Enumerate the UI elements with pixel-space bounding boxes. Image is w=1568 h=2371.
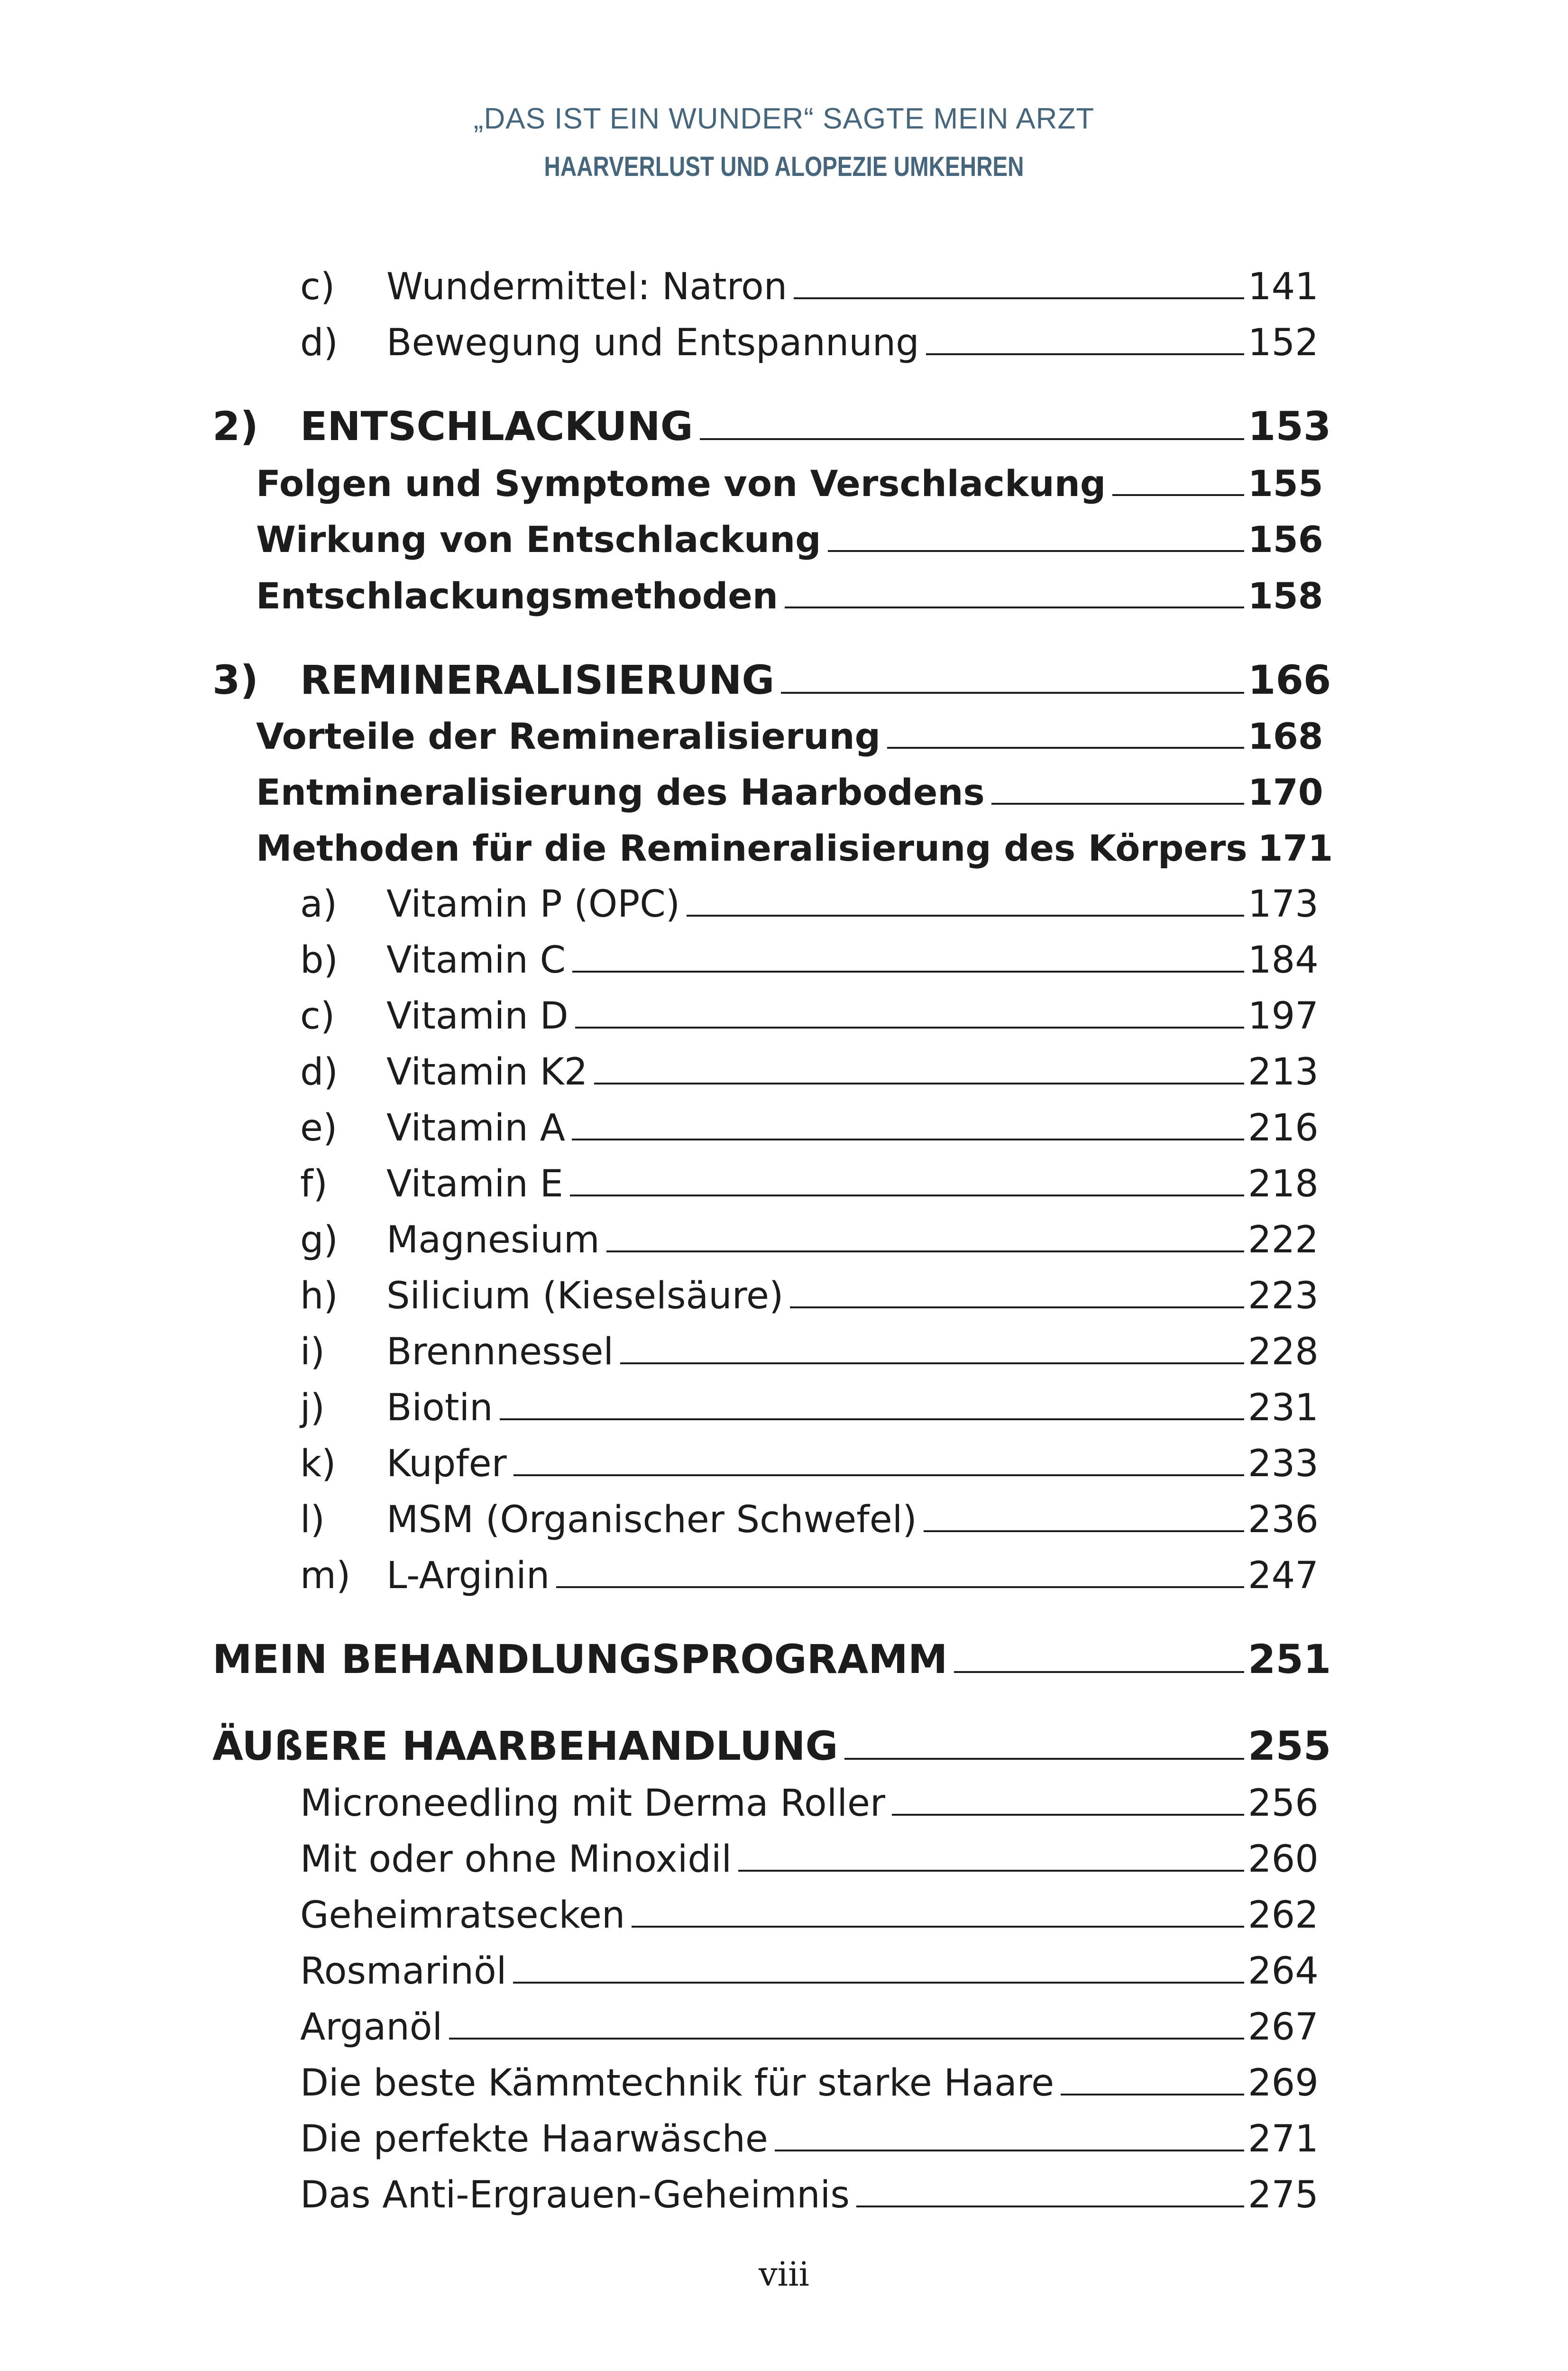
toc-leader-line — [991, 798, 1244, 805]
toc-entry-title: Vitamin P (OPC) — [386, 883, 680, 926]
toc-leader-line — [513, 1977, 1244, 1984]
toc-entry-marker: k) — [300, 1443, 336, 1485]
toc-page-number: 155 — [1248, 462, 1323, 505]
toc-entry-title: Entschlackungsmethoden — [256, 575, 778, 617]
toc-entry — [0, 1443, 1568, 1490]
toc-page-number: 256 — [1248, 1782, 1319, 1825]
toc-entry-title: Folgen und Symptome von Verschlackung — [256, 462, 1106, 505]
toc-entry — [0, 657, 1568, 704]
toc-leader-line — [794, 293, 1244, 299]
toc-entry-marker: i) — [300, 1331, 325, 1373]
toc-entry-title: Geheimratsecken — [300, 1894, 625, 1937]
toc-page-number: 152 — [1248, 322, 1319, 364]
toc-leader-line — [1061, 2089, 1244, 2095]
toc-entry — [0, 403, 1568, 450]
toc-entry — [0, 827, 1568, 874]
toc-leader-line — [500, 1414, 1244, 1420]
toc-entry-title: REMINERALISIERUNG — [300, 657, 775, 703]
toc-entry — [0, 266, 1568, 313]
toc-page-number: 156 — [1248, 518, 1323, 561]
toc-entry-title: Die beste Kämmtechnik für starke Haare — [300, 2062, 1055, 2104]
toc-page-number: 153 — [1248, 403, 1331, 450]
toc-entry-title: Silicium (Kieselsäure) — [386, 1275, 784, 1317]
toc-page-number: 141 — [1248, 266, 1319, 308]
toc-entry-title: L-Arginin — [386, 1554, 550, 1597]
toc-entry-marker: d) — [300, 322, 338, 364]
toc-leader-line — [606, 1246, 1244, 1252]
toc-leader-line — [926, 349, 1244, 355]
toc-entry — [0, 1163, 1568, 1210]
toc-entry — [0, 1554, 1568, 1602]
toc-page-number: 158 — [1248, 575, 1323, 617]
toc-entry-title: Vitamin A — [386, 1107, 565, 1149]
toc-leader-line — [572, 966, 1244, 973]
toc-entry-marker: h) — [300, 1275, 338, 1317]
toc-entry-marker: j) — [300, 1387, 325, 1429]
toc-entry — [0, 771, 1568, 818]
toc-section-number: 2) — [212, 403, 258, 450]
toc-page-number: 267 — [1248, 2006, 1319, 2049]
toc-entry-marker: c) — [300, 266, 335, 308]
toc-entry-title: Wundermittel: Natron — [386, 266, 788, 308]
toc-entry — [0, 462, 1568, 510]
toc-entry-title: Das Anti-Ergrauen-Geheimnis — [300, 2174, 850, 2216]
toc-entry — [0, 1387, 1568, 1434]
toc-leader-line — [513, 1470, 1244, 1476]
toc-leader-line — [570, 1190, 1244, 1196]
toc-entry — [0, 1636, 1568, 1683]
toc-entry — [0, 995, 1568, 1042]
toc-entry-marker: g) — [300, 1219, 338, 1261]
toc-entry — [0, 1838, 1568, 1885]
toc-page-number: 171 — [1257, 827, 1333, 869]
toc-page-number: 213 — [1248, 1051, 1319, 1094]
toc-entry-title: ÄUßERE HAARBEHANDLUNG — [212, 1723, 838, 1769]
toc-entry-title: Vitamin C — [386, 939, 566, 982]
toc-entry — [0, 1894, 1568, 1941]
toc-entry-marker: c) — [300, 995, 335, 1038]
toc-page-number: 173 — [1248, 883, 1319, 926]
toc-leader-line — [785, 602, 1244, 608]
toc-page-number: 197 — [1248, 995, 1319, 1038]
toc-page-number: 216 — [1248, 1107, 1319, 1149]
toc-page-number: 275 — [1248, 2174, 1319, 2216]
toc-entry-marker: f) — [300, 1163, 328, 1205]
toc-entry-title: ENTSCHLACKUNG — [300, 403, 693, 450]
toc-entry — [0, 575, 1568, 622]
toc-page-number: 184 — [1248, 939, 1319, 982]
toc-leader-line — [828, 545, 1244, 552]
toc-page-number: 269 — [1248, 2062, 1319, 2104]
toc-page-number: 262 — [1248, 1894, 1319, 1937]
toc-entry-title: MEIN BEHANDLUNGSPROGRAMM — [212, 1636, 948, 1682]
toc-entry — [0, 715, 1568, 763]
toc-entry — [0, 1723, 1568, 1770]
toc-page-number: 264 — [1248, 1950, 1319, 1993]
toc-section-number: 3) — [212, 657, 258, 703]
toc-entry-marker: m) — [300, 1554, 351, 1597]
toc-leader-line — [887, 742, 1244, 749]
toc-entry — [0, 2174, 1568, 2221]
toc-entry-marker: d) — [300, 1051, 338, 1094]
toc-page-number: 166 — [1248, 657, 1331, 703]
toc-entry — [0, 1331, 1568, 1378]
toc-leader-line — [620, 1358, 1244, 1364]
toc-entry-title: Brennnessel — [386, 1331, 614, 1373]
toc-entry-title: Kupfer — [386, 1443, 507, 1485]
toc-entry-title: Arganöl — [300, 2006, 443, 2049]
toc-leader-line — [790, 1302, 1244, 1308]
toc-entry-title: Rosmarinöl — [300, 1950, 507, 1993]
toc-entry-title: Vitamin K2 — [386, 1051, 588, 1094]
toc-entry-marker: l) — [300, 1498, 325, 1541]
toc-entry-title: Vorteile der Remineralisierung — [256, 715, 880, 757]
toc-leader-line — [924, 1526, 1244, 1532]
toc-entry-title: Entmineralisierung des Haarbodens — [256, 771, 985, 813]
toc-page-number: 218 — [1248, 1163, 1319, 1205]
toc-page-number: 222 — [1248, 1219, 1319, 1261]
toc-page-number: 168 — [1248, 715, 1323, 757]
toc-entry — [0, 1950, 1568, 1997]
toc-entry-title: Vitamin E — [386, 1163, 563, 1205]
toc-entry — [0, 1051, 1568, 1098]
toc-entry — [0, 883, 1568, 930]
toc-entry-marker: b) — [300, 939, 338, 982]
toc-entry — [0, 1782, 1568, 1829]
toc-page-number: 236 — [1248, 1498, 1319, 1541]
toc-entry — [0, 322, 1568, 369]
toc-page-number: 233 — [1248, 1443, 1319, 1485]
toc-entry-title: Mit oder ohne Minoxidil — [300, 1838, 732, 1881]
toc-entry-title: Methoden für die Remineralisierung des Körpers — [256, 827, 1247, 869]
running-header-subtitle: HAARVERLUST UND ALOPEZIE UMKEHREN — [544, 151, 1024, 182]
toc-page-number: 260 — [1248, 1838, 1319, 1881]
page-number: viii — [759, 2255, 809, 2294]
toc-entry — [0, 2062, 1568, 2109]
toc-leader-line — [1112, 489, 1244, 496]
toc-entry-marker: a) — [300, 883, 338, 926]
toc-entry — [0, 1107, 1568, 1154]
toc-leader-line — [856, 2201, 1244, 2207]
toc-entry — [0, 1219, 1568, 1266]
toc-entry — [0, 2006, 1568, 2053]
toc-leader-line — [844, 1753, 1244, 1760]
toc-leader-line — [700, 433, 1244, 440]
toc-leader-line — [781, 687, 1244, 694]
toc-entry — [0, 939, 1568, 986]
toc-entry-title: Magnesium — [386, 1219, 600, 1261]
toc-leader-line — [594, 1078, 1244, 1084]
toc-entry-title: Wirkung von Entschlackung — [256, 518, 821, 561]
toc-page-number: 251 — [1248, 1636, 1331, 1682]
toc-entry — [0, 1275, 1568, 1322]
toc-entry-title: Microneedling mit Derma Roller — [300, 1782, 886, 1825]
toc-page-number: 255 — [1248, 1723, 1331, 1769]
toc-leader-line — [954, 1666, 1244, 1673]
toc-leader-line — [687, 910, 1244, 917]
toc-leader-line — [738, 1865, 1244, 1872]
toc-page-number: 228 — [1248, 1331, 1319, 1373]
toc-entry-title: Biotin — [386, 1387, 493, 1429]
toc-leader-line — [575, 1022, 1244, 1029]
toc-entry-title: Bewegung und Entspannung — [386, 322, 919, 364]
toc-entry-title: Die perfekte Haarwäsche — [300, 2118, 768, 2160]
toc-entry-title: Vitamin D — [386, 995, 569, 1038]
toc-leader-line — [556, 1581, 1244, 1588]
toc-leader-line — [572, 1134, 1244, 1140]
toc-page-number: 247 — [1248, 1554, 1319, 1597]
toc-leader-line — [632, 1921, 1244, 1928]
toc-entry-title: MSM (Organischer Schwefel) — [386, 1498, 917, 1541]
toc-leader-line — [449, 2033, 1244, 2040]
toc-entry — [0, 2118, 1568, 2165]
toc-entry — [0, 1498, 1568, 1546]
toc-page-number: 231 — [1248, 1387, 1319, 1429]
toc-entry — [0, 518, 1568, 566]
toc-entry-marker: e) — [300, 1107, 338, 1149]
toc-page-number: 223 — [1248, 1275, 1319, 1317]
toc-page-number: 271 — [1248, 2118, 1319, 2160]
toc-leader-line — [892, 1809, 1244, 1816]
toc-leader-line — [775, 2145, 1244, 2151]
running-header-title: „DAS IST EIN WUNDER“ SAGTE MEIN ARZT — [473, 102, 1095, 135]
toc-page-number: 170 — [1248, 771, 1323, 813]
